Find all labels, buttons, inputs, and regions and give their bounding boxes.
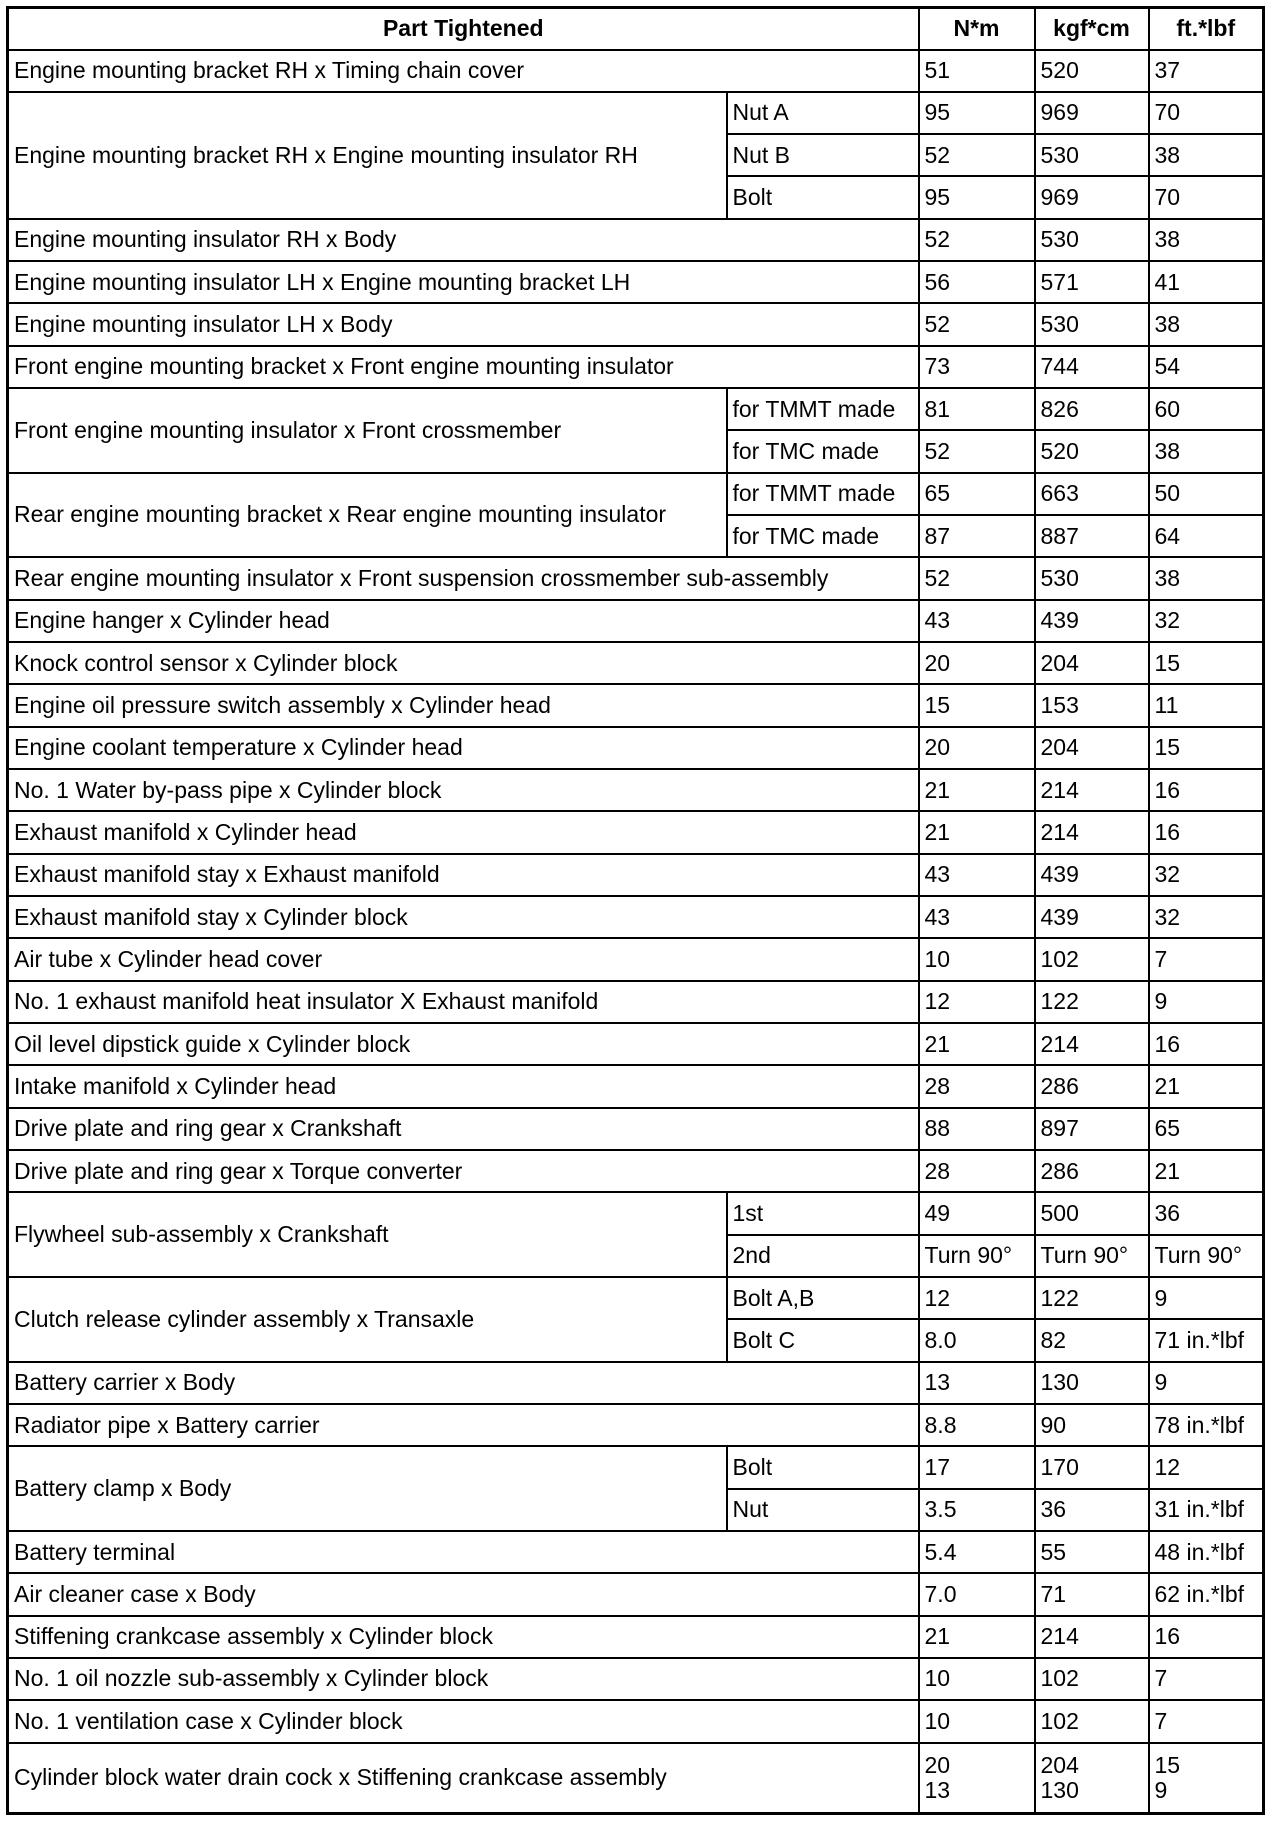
value-kgf-cm: 520 bbox=[1035, 430, 1149, 472]
table-row bbox=[8, 261, 1264, 303]
value-kgf-cm: 102 bbox=[1035, 938, 1149, 980]
table-row bbox=[8, 854, 1264, 896]
value-ft-lbf: 16 bbox=[1149, 1023, 1264, 1065]
table-row bbox=[8, 1108, 1264, 1150]
value-ft-lbf: 48 in.*lbf bbox=[1149, 1531, 1264, 1573]
value-kgf-cm: 530 bbox=[1035, 557, 1149, 599]
fastener-name: Bolt C bbox=[727, 1319, 919, 1361]
fastener-name: for TMMT made bbox=[727, 388, 919, 430]
value-kgf-cm: 82 bbox=[1035, 1319, 1149, 1361]
part-name: Radiator pipe x Battery carrier bbox=[8, 1404, 919, 1446]
value-nm: Turn 90° bbox=[919, 1235, 1035, 1277]
value-ft-lbf: 21 bbox=[1149, 1065, 1264, 1107]
part-name: Engine mounting insulator LH x Engine mounting bracket LH bbox=[8, 261, 919, 303]
value-ft-lbf: 7 bbox=[1149, 1700, 1264, 1742]
table-row bbox=[8, 769, 1264, 811]
part-name: Engine oil pressure switch assembly x Cylinder head bbox=[8, 684, 919, 726]
fastener-name: 1st bbox=[727, 1192, 919, 1234]
table-row bbox=[8, 346, 1264, 388]
table-row bbox=[8, 981, 1264, 1023]
value-kgf-cm: 214 bbox=[1035, 811, 1149, 853]
part-name: Exhaust manifold stay x Exhaust manifold bbox=[8, 854, 919, 896]
value-nm: 49 bbox=[919, 1192, 1035, 1234]
value-ft-lbf: 9 bbox=[1149, 981, 1264, 1023]
table-row bbox=[8, 727, 1264, 769]
table-row bbox=[8, 557, 1264, 599]
value-ft-lbf: 16 bbox=[1149, 811, 1264, 853]
part-name: Engine hanger x Cylinder head bbox=[8, 600, 919, 642]
table-row bbox=[8, 896, 1264, 938]
value-ft-lbf: 16 bbox=[1149, 1616, 1264, 1658]
value-nm: 10 bbox=[919, 938, 1035, 980]
value-nm: 28 bbox=[919, 1150, 1035, 1192]
part-name: No. 1 oil nozzle sub-assembly x Cylinder block bbox=[8, 1658, 919, 1700]
part-name: Cylinder block water drain cock x Stiffening crankcase assembly bbox=[8, 1743, 919, 1814]
value-ft-lbf: 71 in.*lbf bbox=[1149, 1319, 1264, 1361]
part-name: No. 1 ventilation case x Cylinder block bbox=[8, 1700, 919, 1742]
fastener-name: Nut bbox=[727, 1489, 919, 1531]
value-ft-lbf-line: 15 bbox=[1154, 1751, 1181, 1778]
value-kgf-cm-line: 204 bbox=[1040, 1751, 1079, 1778]
value-nm: 81 bbox=[919, 388, 1035, 430]
table-row bbox=[8, 600, 1264, 642]
value-kgf-cm: 530 bbox=[1035, 303, 1149, 345]
value-ft-lbf: 38 bbox=[1149, 219, 1264, 261]
part-name: Exhaust manifold x Cylinder head bbox=[8, 811, 919, 853]
value-nm: 12 bbox=[919, 1277, 1035, 1319]
value-kgf-cm: 36 bbox=[1035, 1489, 1149, 1531]
value-kgf-cm: 571 bbox=[1035, 261, 1149, 303]
part-name: Battery clamp x Body bbox=[8, 1446, 727, 1531]
value-ft-lbf: 54 bbox=[1149, 346, 1264, 388]
value-ft-lbf: 70 bbox=[1149, 176, 1264, 218]
value-ft-lbf: 38 bbox=[1149, 557, 1264, 599]
header-part-tightened: Part Tightened bbox=[8, 8, 919, 50]
part-name: Drive plate and ring gear x Crankshaft bbox=[8, 1108, 919, 1150]
value-kgf-cm: 122 bbox=[1035, 1277, 1149, 1319]
part-name: Exhaust manifold stay x Cylinder block bbox=[8, 896, 919, 938]
part-name: Knock control sensor x Cylinder block bbox=[8, 642, 919, 684]
table-row bbox=[8, 1192, 1264, 1234]
table-row bbox=[8, 303, 1264, 345]
header-ft-lbf: ft.*lbf bbox=[1149, 8, 1264, 50]
value-ft-lbf: 50 bbox=[1149, 473, 1264, 515]
table-row bbox=[8, 1446, 1264, 1488]
value-kgf-cm: 90 bbox=[1035, 1404, 1149, 1446]
value-nm: 8.8 bbox=[919, 1404, 1035, 1446]
table-row bbox=[8, 92, 1264, 134]
value-ft-lbf bbox=[1149, 1743, 1264, 1814]
value-kgf-cm: 214 bbox=[1035, 1023, 1149, 1065]
value-nm: 95 bbox=[919, 92, 1035, 134]
part-name: No. 1 Water by-pass pipe x Cylinder block bbox=[8, 769, 919, 811]
value-nm: 12 bbox=[919, 981, 1035, 1023]
part-name: Clutch release cylinder assembly x Transaxle bbox=[8, 1277, 727, 1362]
value-ft-lbf: 62 in.*lbf bbox=[1149, 1573, 1264, 1615]
value-ft-lbf: 12 bbox=[1149, 1446, 1264, 1488]
torque-specification-table bbox=[6, 6, 1265, 1815]
value-nm: 13 bbox=[919, 1362, 1035, 1404]
value-nm: 52 bbox=[919, 557, 1035, 599]
value-kgf-cm: 520 bbox=[1035, 50, 1149, 92]
table-row bbox=[8, 1023, 1264, 1065]
value-kgf-cm: 170 bbox=[1035, 1446, 1149, 1488]
table-row bbox=[8, 938, 1264, 980]
value-ft-lbf: 65 bbox=[1149, 1108, 1264, 1150]
value-nm: 73 bbox=[919, 346, 1035, 388]
fastener-name: Bolt bbox=[727, 176, 919, 218]
value-nm: 65 bbox=[919, 473, 1035, 515]
value-nm: 52 bbox=[919, 303, 1035, 345]
value-kgf-cm: 530 bbox=[1035, 219, 1149, 261]
value-nm: 52 bbox=[919, 134, 1035, 176]
part-name: Engine mounting insulator RH x Body bbox=[8, 219, 919, 261]
value-nm: 10 bbox=[919, 1658, 1035, 1700]
part-name: No. 1 exhaust manifold heat insulator X Exhaust manifold bbox=[8, 981, 919, 1023]
value-kgf-cm: 530 bbox=[1035, 134, 1149, 176]
part-name: Battery terminal bbox=[8, 1531, 919, 1573]
part-name: Front engine mounting bracket x Front engine mounting insulator bbox=[8, 346, 919, 388]
value-kgf-cm: 130 bbox=[1035, 1362, 1149, 1404]
value-ft-lbf: 9 bbox=[1149, 1362, 1264, 1404]
value-ft-lbf: 21 bbox=[1149, 1150, 1264, 1192]
value-kgf-cm: 102 bbox=[1035, 1700, 1149, 1742]
value-nm: 43 bbox=[919, 854, 1035, 896]
value-nm: 20 bbox=[919, 727, 1035, 769]
table-row bbox=[8, 1743, 1264, 1814]
value-kgf-cm: 969 bbox=[1035, 92, 1149, 134]
value-ft-lbf: 38 bbox=[1149, 303, 1264, 345]
part-name: Front engine mounting insulator x Front crossmember bbox=[8, 388, 727, 473]
table-row bbox=[8, 1404, 1264, 1446]
fastener-name: Nut A bbox=[727, 92, 919, 134]
table-row bbox=[8, 219, 1264, 261]
part-name: Air cleaner case x Body bbox=[8, 1573, 919, 1615]
table-row bbox=[8, 50, 1264, 92]
fastener-name: Bolt bbox=[727, 1446, 919, 1488]
value-nm: 8.0 bbox=[919, 1319, 1035, 1361]
part-name: Battery carrier x Body bbox=[8, 1362, 919, 1404]
part-name: Oil level dipstick guide x Cylinder block bbox=[8, 1023, 919, 1065]
value-ft-lbf: 38 bbox=[1149, 430, 1264, 472]
value-kgf-cm: 286 bbox=[1035, 1150, 1149, 1192]
value-kgf-cm: 214 bbox=[1035, 769, 1149, 811]
part-name: Drive plate and ring gear x Torque converter bbox=[8, 1150, 919, 1192]
table-row bbox=[8, 473, 1264, 515]
value-kgf-cm: 663 bbox=[1035, 473, 1149, 515]
value-ft-lbf: 15 bbox=[1149, 642, 1264, 684]
value-nm: 21 bbox=[919, 769, 1035, 811]
value-ft-lbf: 41 bbox=[1149, 261, 1264, 303]
value-ft-lbf: 78 in.*lbf bbox=[1149, 1404, 1264, 1446]
value-kgf-cm-line: 130 bbox=[1040, 1776, 1079, 1803]
value-kgf-cm: 439 bbox=[1035, 600, 1149, 642]
value-kgf-cm: 744 bbox=[1035, 346, 1149, 388]
fastener-name: for TMC made bbox=[727, 515, 919, 557]
value-nm-line: 13 bbox=[924, 1776, 951, 1803]
value-kgf-cm: 204 bbox=[1035, 727, 1149, 769]
value-nm: 20 bbox=[919, 642, 1035, 684]
value-kgf-cm: 439 bbox=[1035, 896, 1149, 938]
value-kgf-cm: 500 bbox=[1035, 1192, 1149, 1234]
value-nm bbox=[919, 1743, 1035, 1814]
value-kgf-cm: 439 bbox=[1035, 854, 1149, 896]
table-row bbox=[8, 1531, 1264, 1573]
value-nm: 7.0 bbox=[919, 1573, 1035, 1615]
header-kgf-cm: kgf*cm bbox=[1035, 8, 1149, 50]
value-ft-lbf: 36 bbox=[1149, 1192, 1264, 1234]
table-row bbox=[8, 1277, 1264, 1319]
value-ft-lbf: 7 bbox=[1149, 1658, 1264, 1700]
part-name: Engine mounting bracket RH x Timing chain cover bbox=[8, 50, 919, 92]
value-nm: 21 bbox=[919, 811, 1035, 853]
fastener-name: Nut B bbox=[727, 134, 919, 176]
value-nm: 17 bbox=[919, 1446, 1035, 1488]
value-ft-lbf: 32 bbox=[1149, 854, 1264, 896]
value-kgf-cm bbox=[1035, 1743, 1149, 1814]
value-ft-lbf: 70 bbox=[1149, 92, 1264, 134]
value-nm: 52 bbox=[919, 219, 1035, 261]
header-nm: N*m bbox=[919, 8, 1035, 50]
value-ft-lbf: 38 bbox=[1149, 134, 1264, 176]
table-row bbox=[8, 1573, 1264, 1615]
value-nm: 15 bbox=[919, 684, 1035, 726]
value-kgf-cm: 153 bbox=[1035, 684, 1149, 726]
value-kgf-cm: 71 bbox=[1035, 1573, 1149, 1615]
value-kgf-cm: Turn 90° bbox=[1035, 1235, 1149, 1277]
value-ft-lbf: 16 bbox=[1149, 769, 1264, 811]
table-row bbox=[8, 811, 1264, 853]
value-kgf-cm: 55 bbox=[1035, 1531, 1149, 1573]
value-nm: 87 bbox=[919, 515, 1035, 557]
value-kgf-cm: 286 bbox=[1035, 1065, 1149, 1107]
value-kgf-cm: 102 bbox=[1035, 1658, 1149, 1700]
table-row bbox=[8, 1150, 1264, 1192]
value-kgf-cm: 887 bbox=[1035, 515, 1149, 557]
part-name: Engine mounting bracket RH x Engine mounting insulator RH bbox=[8, 92, 727, 219]
table-row bbox=[8, 642, 1264, 684]
table-row bbox=[8, 1362, 1264, 1404]
table-row bbox=[8, 1700, 1264, 1742]
value-ft-lbf: 32 bbox=[1149, 896, 1264, 938]
part-name: Air tube x Cylinder head cover bbox=[8, 938, 919, 980]
value-ft-lbf-line: 9 bbox=[1154, 1776, 1168, 1803]
value-nm: 3.5 bbox=[919, 1489, 1035, 1531]
value-ft-lbf: Turn 90° bbox=[1149, 1235, 1264, 1277]
value-nm: 95 bbox=[919, 176, 1035, 218]
fastener-name: for TMC made bbox=[727, 430, 919, 472]
value-ft-lbf: 32 bbox=[1149, 600, 1264, 642]
value-ft-lbf: 9 bbox=[1149, 1277, 1264, 1319]
part-name: Engine coolant temperature x Cylinder head bbox=[8, 727, 919, 769]
value-nm: 21 bbox=[919, 1616, 1035, 1658]
value-nm-line: 20 bbox=[924, 1751, 951, 1778]
fastener-name: 2nd bbox=[727, 1235, 919, 1277]
table-row bbox=[8, 1658, 1264, 1700]
part-name: Rear engine mounting bracket x Rear engine mounting insulator bbox=[8, 473, 727, 558]
value-kgf-cm: 214 bbox=[1035, 1616, 1149, 1658]
part-name: Engine mounting insulator LH x Body bbox=[8, 303, 919, 345]
part-name: Rear engine mounting insulator x Front suspension crossmember sub-assembly bbox=[8, 557, 919, 599]
part-name: Flywheel sub-assembly x Crankshaft bbox=[8, 1192, 727, 1277]
value-ft-lbf: 7 bbox=[1149, 938, 1264, 980]
value-ft-lbf: 31 in.*lbf bbox=[1149, 1489, 1264, 1531]
value-nm: 56 bbox=[919, 261, 1035, 303]
value-nm: 43 bbox=[919, 896, 1035, 938]
value-kgf-cm: 826 bbox=[1035, 388, 1149, 430]
table-row bbox=[8, 388, 1264, 430]
value-nm: 21 bbox=[919, 1023, 1035, 1065]
table-row bbox=[8, 684, 1264, 726]
value-nm: 28 bbox=[919, 1065, 1035, 1107]
value-kgf-cm: 122 bbox=[1035, 981, 1149, 1023]
value-kgf-cm: 204 bbox=[1035, 642, 1149, 684]
part-name: Intake manifold x Cylinder head bbox=[8, 1065, 919, 1107]
value-ft-lbf: 15 bbox=[1149, 727, 1264, 769]
value-ft-lbf: 11 bbox=[1149, 684, 1264, 726]
value-nm: 5.4 bbox=[919, 1531, 1035, 1573]
table-row bbox=[8, 1065, 1264, 1107]
value-ft-lbf: 37 bbox=[1149, 50, 1264, 92]
value-nm: 43 bbox=[919, 600, 1035, 642]
value-nm: 51 bbox=[919, 50, 1035, 92]
value-ft-lbf: 64 bbox=[1149, 515, 1264, 557]
value-ft-lbf: 60 bbox=[1149, 388, 1264, 430]
value-nm: 52 bbox=[919, 430, 1035, 472]
table-row bbox=[8, 1616, 1264, 1658]
value-kgf-cm: 969 bbox=[1035, 176, 1149, 218]
part-name: Stiffening crankcase assembly x Cylinder block bbox=[8, 1616, 919, 1658]
fastener-name: Bolt A,B bbox=[727, 1277, 919, 1319]
value-nm: 88 bbox=[919, 1108, 1035, 1150]
value-nm: 10 bbox=[919, 1700, 1035, 1742]
fastener-name: for TMMT made bbox=[727, 473, 919, 515]
value-kgf-cm: 897 bbox=[1035, 1108, 1149, 1150]
